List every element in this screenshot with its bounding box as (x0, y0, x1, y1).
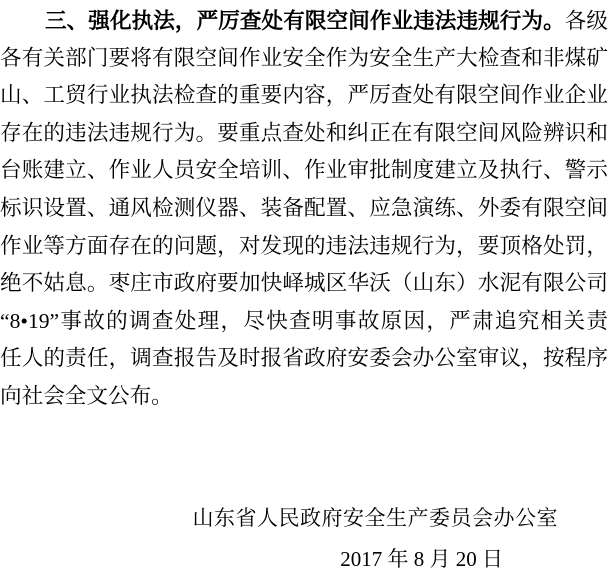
paragraph-line: 作业等方面存在的问题，对发现的违法违规行为，要顶格处罚， (0, 233, 608, 258)
signature-organization: 山东省人民政府安全生产委员会办公室 (192, 506, 558, 530)
paragraph-line: 各有关部门要将有限空间作业安全作为安全生产大检查和非煤矿 (0, 45, 608, 70)
paragraph-line: 绝不姑息。枣庄市政府要加快峄城区华沃（山东）水泥有限公司 (0, 271, 608, 296)
signature-date: 2017 年 8 月 20 日 (340, 547, 503, 571)
paragraph-text: 各级 (564, 9, 608, 33)
body-paragraph (0, 2, 608, 416)
paragraph-line: 山、工贸行业执法检查的重要内容，严厉查处有限空间作业企业 (0, 83, 608, 108)
paragraph-line: 向社会全文公布。 (0, 383, 173, 408)
paragraph-line: 台账建立、作业人员安全培训、作业审批制度建立及执行、警示 (0, 158, 608, 183)
paragraph-line: 任人的责任，调查报告及时报省政府安委会办公室审议，按程序 (0, 346, 608, 371)
section-heading-bold: 三、强化执法，严厉查处有限空间作业违法违规行为。 (45, 8, 565, 33)
paragraph-line: “8•19”事故的调查处理，尽快查明事故原因，严肃追究相关责 (0, 308, 608, 333)
signature-block (0, 506, 608, 571)
paragraph-line: 标识设置、通风检测仪器、装备配置、应急演练、外委有限空间 (0, 195, 608, 220)
paragraph-line: 存在的违法违规行为。要重点查处和纠正在有限空间风险辨识和 (0, 120, 608, 145)
paragraph-line (0, 2, 608, 40)
